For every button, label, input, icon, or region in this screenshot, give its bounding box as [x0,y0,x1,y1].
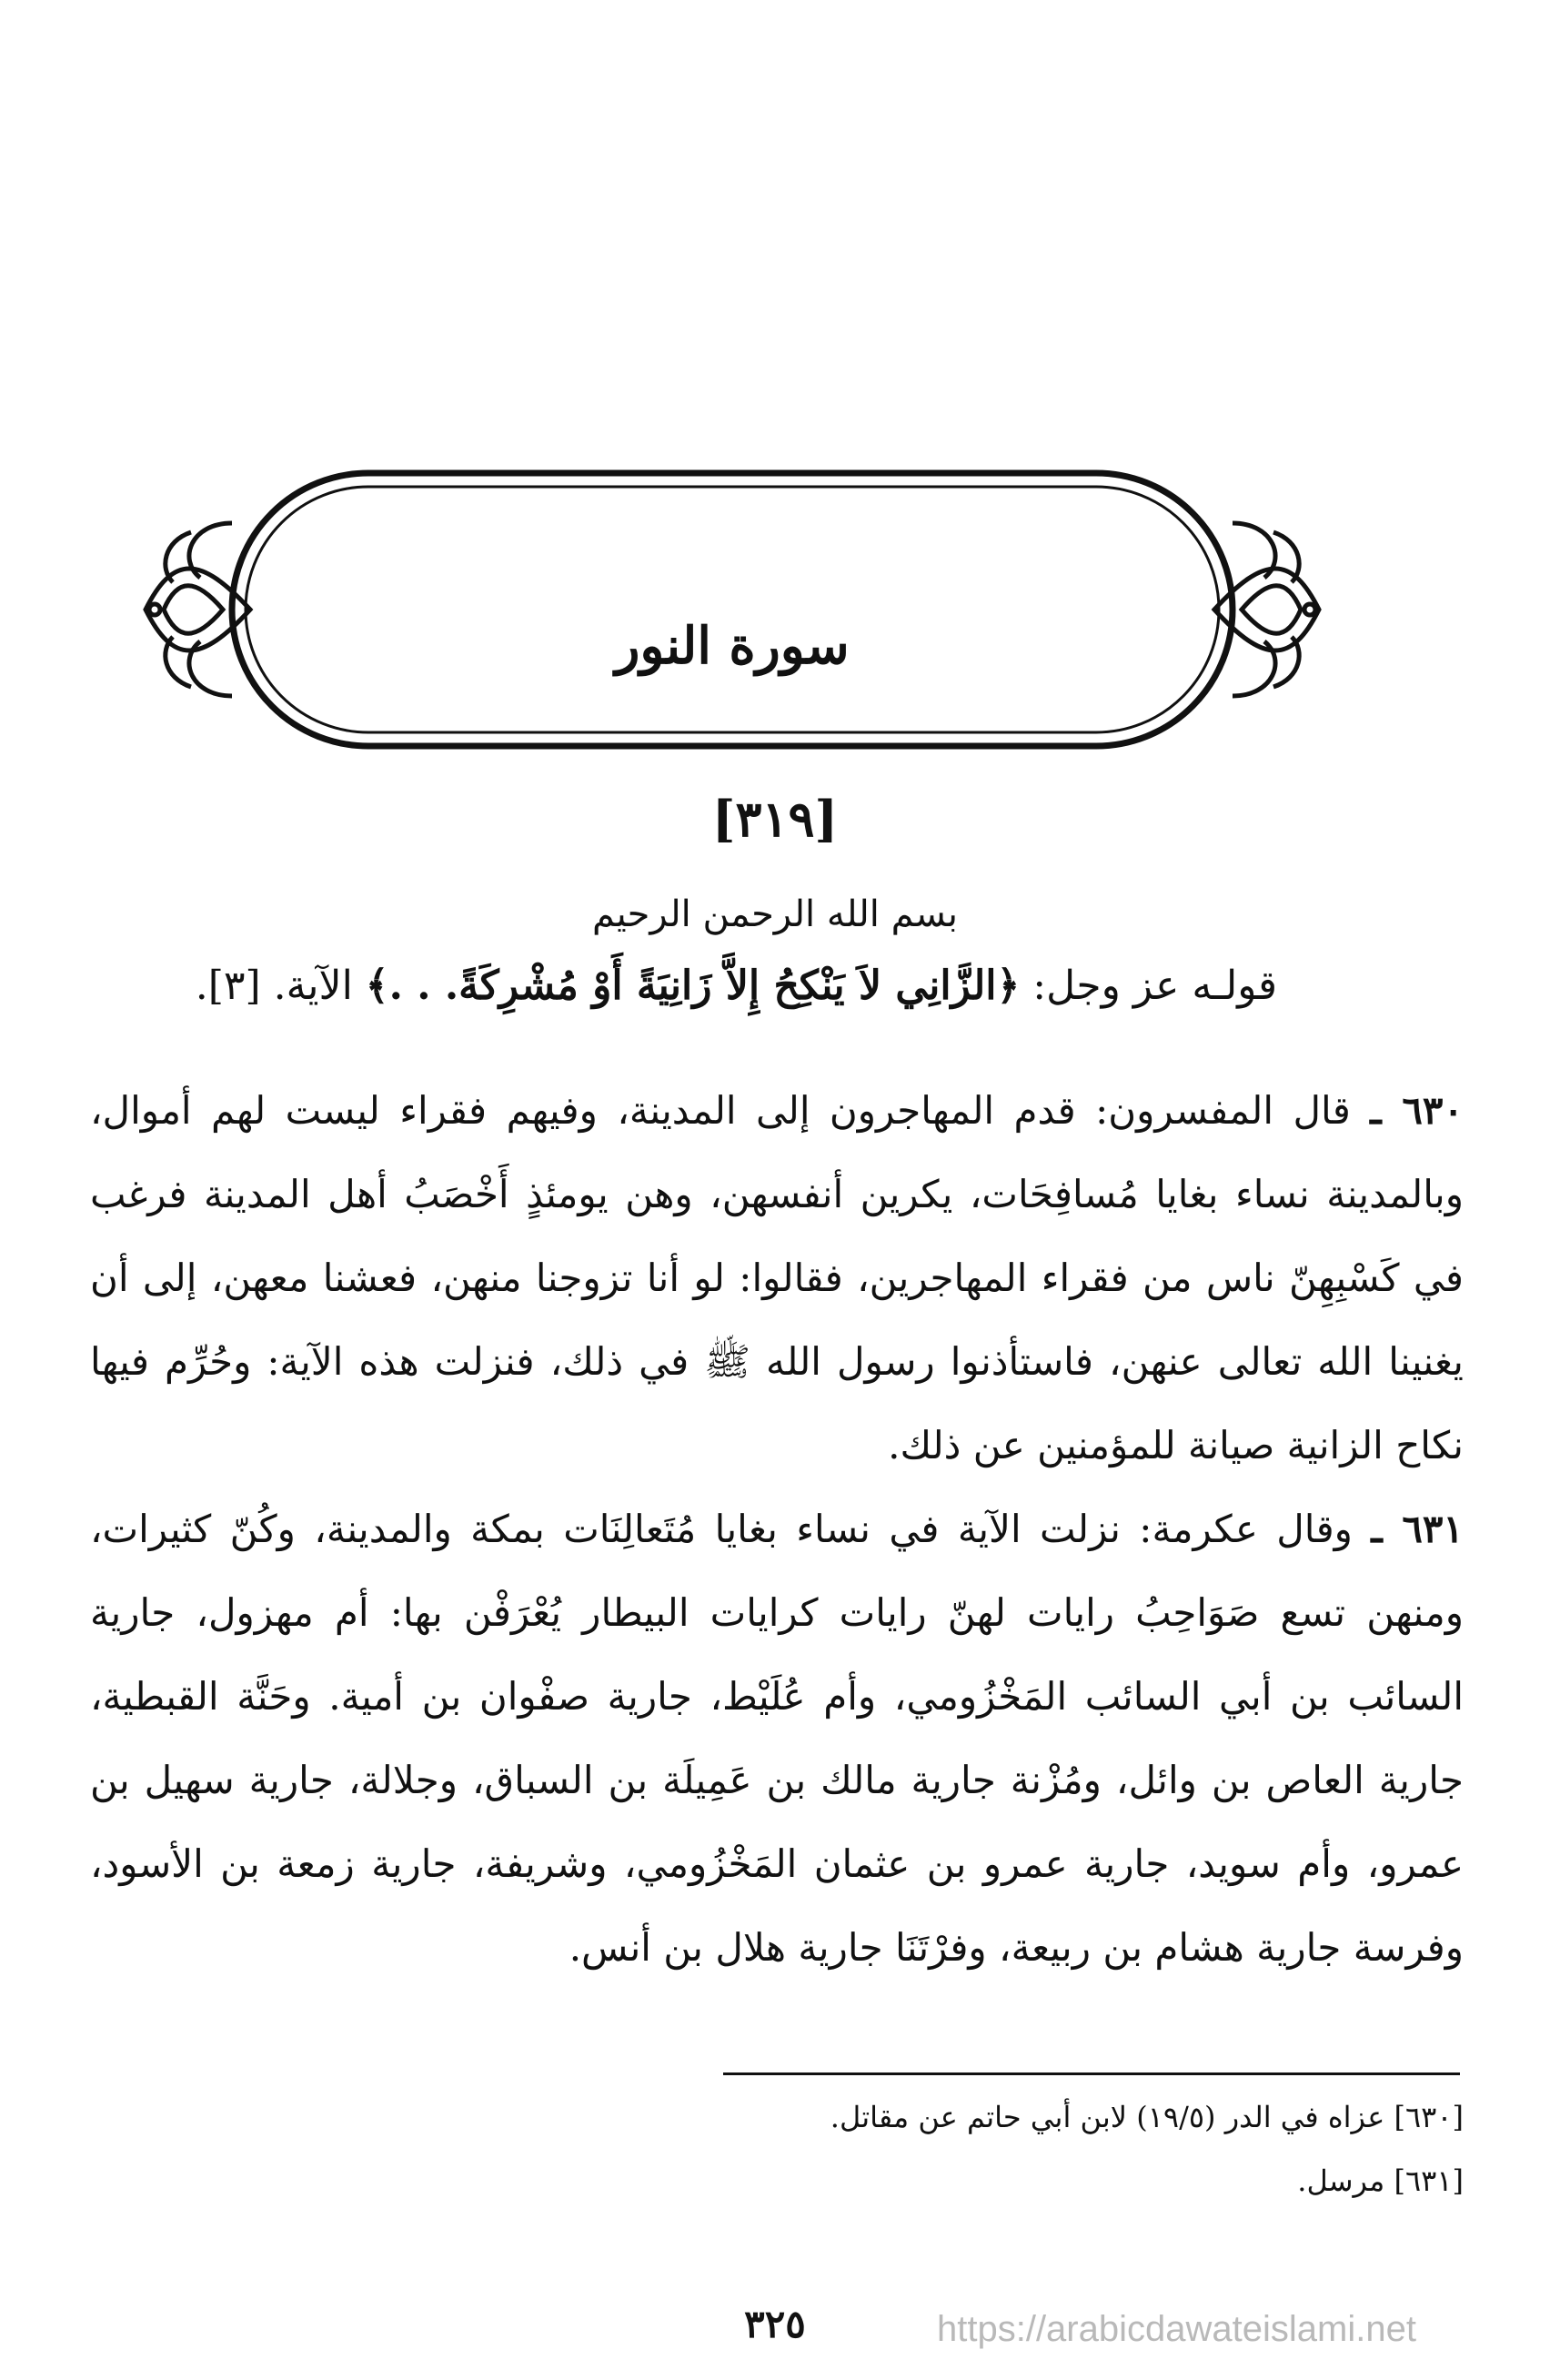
narration-number: ٦٣٠ ـ [1370,1088,1464,1133]
verse-line [195,963,1277,1009]
narration-number: ٦٣١ ـ [1371,1507,1464,1551]
section-number: [٣١٩] [711,790,839,848]
narration-paragraph [90,1069,1464,1488]
watermark-url: https://arabicdawateislami.net [937,2309,1416,2349]
narration-paragraph [90,1488,1464,1990]
verse-quote: ﴿الزَّانِي لاَ يَنْكِحُ إِلاَّ زَانِيَةً أَوْ مُشْرِكَةً. . .﴾ [365,963,1021,1009]
verse-intro: قولـه عز وجل: [1032,963,1277,1009]
narration-text: قال المفسرون: قدم المهاجرون إلى المدينة، وفيهم فقراء ليست لهم أموال، وبالمدينة نساء بغايا مُسافِحَات، يكرين أنفسهن، وهن يومئذٍ أَخْصَبُ أهل المدينة فرغب في كَسْبِهِنّ ناس من فقراء المهاجرين، فقالوا: لو أنا تزوجنا منهن، فعشنا معهن، إلى أن يغنينا الله تعالى عنهن، فاستأذنوا رسول الله ﷺ في ذلك، فنزلت هذه الآية: وحُرِّم فيها نكاح الزانية صيانة للمؤمنين عن ذلك. [90,1088,1464,1467]
surah-title: سورة النور [615,616,850,676]
footnote-divider [723,2072,1460,2075]
verse-reference: الآية. [٣]. [195,963,353,1009]
page-number: ٣٢٥ [744,2302,806,2346]
footnote: [٦٣١] مرسل. [1297,2163,1464,2198]
footnote: [٦٣٠] عزاه في الدر (١٩/٥) لابن أبي حاتم عن مقاتل. [830,2100,1464,2134]
narration-text: وقال عكرمة: نزلت الآية في نساء بغايا مُتَعالِنَات بمكة والمدينة، وكُنّ كثيرات، ومنهن تسع صَوَاحِبُ رايات لهنّ رايات كرايات البيطار يُعْرَفْن بها: أم مهزول، جارية السائب بن أبي السائب المَخْزُومي، وأم عُلَيْط، جارية صفْوان بن أمية. وحَنَّة القبطية، جارية العاص بن وائل، ومُزْنة جارية مالك بن عَمِيلَة بن السباق، وجلالة، جارية سهيل بن عمرو، وأم سويد، جارية عمرو بن عثمان المَخْزُومي، وشريفة، جارية زمعة بن الأسود، وفرسة جارية هشام بن ربيعة، وفرْتَنَا جارية هلال بن أنس. [90,1507,1464,1970]
basmala: بسم الله الرحمن الرحيم [591,893,959,935]
